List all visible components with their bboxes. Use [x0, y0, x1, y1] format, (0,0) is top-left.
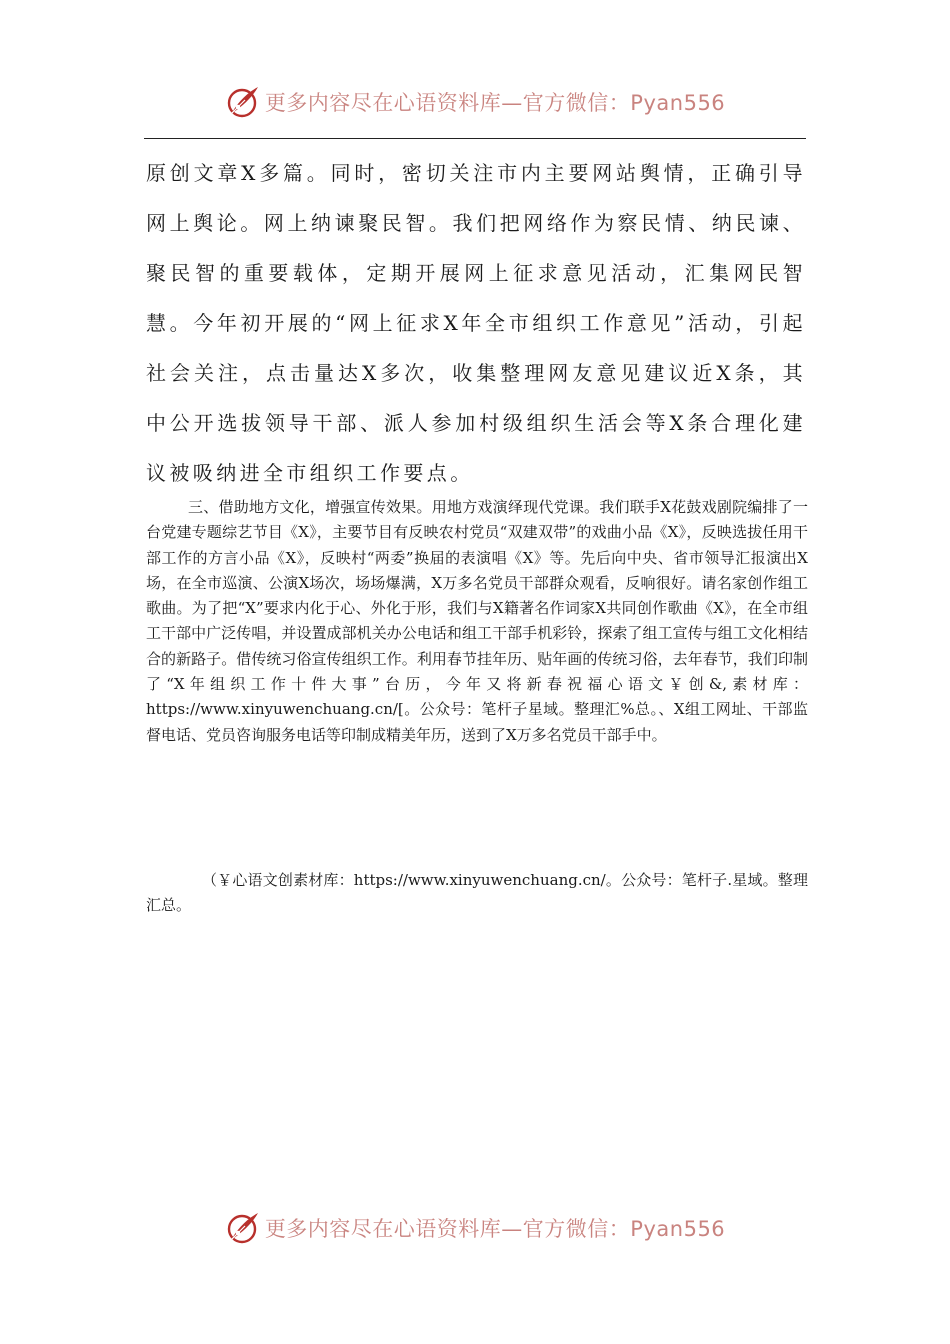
footer-banner: [0, 1206, 950, 1250]
header-banner: [0, 80, 950, 124]
body-paragraph-1: 原创文章X多篇。同时，密切关注市内主要网站舆情，正确引导网上舆论。网上纳谏聚民智。我们把网络作为察民情、纳民谏、聚民智的重要载体，定期开展网上征求意见活动，汇集网民智慧。今年初开展的“网上征求X年全市组织工作意见”活动，引起社会关注，点击量达X多次，收集整理网友意见建议近X条，其中公开选拔领导干部、派人参加村级组织生活会等X条合理化建议被吸纳进全市组织工作要点。: [146, 161, 806, 485]
footer-banner-text: 更多内容尽在心语资料库—官方微信：Pyan556: [264, 1217, 726, 1241]
quill-pen-logo-icon: [225, 84, 261, 120]
body-paragraph-2: 三、借助地方文化，增强宣传效果。用地方戏演绎现代党课。我们联手X花鼓戏剧院编排了一台党建专题综艺节目《X》，主要节目有反映农村党员“双建双带”的戏曲小品《X》，反映选拔任用干部工作的方言小品《X》，反映村“两委”换届的表演唱《X》等。先后向中央、省市领导汇报演出X场，在全市巡演、公演X场次，场场爆满，X万多名党员干部群众观看，反响很好。请名家创作组工歌曲。为了把“X”要求内化于心、外化于形，我们与X籍著名作词家X共同创作歌曲《X》，在全市组工干部中广泛传唱，并设置成部机关办公电话和组工干部手机彩铃，探索了组工宣传与组工文化相结合的新路子。借传统习俗宣传组织工作。利用春节挂年历、贴年画的传统习俗，去年春节，我们印制了“X年组织工作十件大事”台历，今年又将新春祝福心语文￥创&,素材库：https://www.xinyuwenchuang.cn/[。公众号：笔杆子星域。整理汇%总。、X组工网址、干部监督电话、党员咨询服务电话等印制成精美年历，送到了X万多名党员干部手中。: [146, 498, 808, 744]
source-note: （￥心语文创素材库：https://www.xinyuwenchuang.cn/。公众号：笔杆子.星域。整理汇总。: [146, 871, 808, 915]
header-divider: [144, 138, 806, 139]
header-banner-text: 更多内容尽在心语资料库—官方微信：Pyan556: [264, 91, 726, 115]
quill-pen-logo-icon: [225, 1210, 261, 1246]
